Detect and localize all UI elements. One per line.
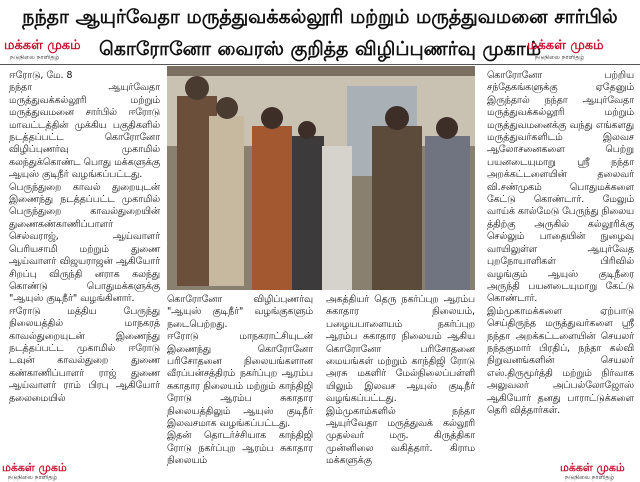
masthead-logo-right: மக்கள் முகம் — [527, 38, 604, 53]
masthead-tagline-left: நடுநிலை நாளிதழ் — [10, 54, 60, 61]
footer-logo-left: மக்கள் முகம் — [2, 461, 67, 474]
paragraph: இம்முகாம்களில் நந்தா ஆயுர்வேதா மருத்துவக் கல்லூரி முதல்வர் மரு. கிருத்திகா முன்னிலை வகித்தார். கிராம மக்களுக்கு — [326, 405, 475, 467]
article-column-middle-2 — [326, 294, 475, 468]
headline-line2: கொரோனோ வைரஸ் குறித்த விழிப்புணர்வு முகாம் — [98, 38, 541, 60]
paragraph: ஈரோடு மாநகராட்சியுடன் இணைந்து கொரோனோ பரிசோதனை நிலையங்களான வீரப்பன்சத்திரம் நகர்ப்புற ஆரம்ப சுகாதார நிலையம் மற்றும் காந்திஜி ரோடு ஆரம்ப சுகாதார நிலையத்திலும் ஆயுஸ் குடிநீர் இலவசமாக வழங்கப்பட்டது. — [167, 331, 313, 430]
paragraph: இதன் தொடர்ச்சியாக காந்திஜி ரோடு நகர்ப்புற ஆரம்ப சுகாதார நிலையம் — [167, 430, 313, 467]
headline-line1: நந்தா ஆயுர்வேதா மருத்துவக்கல்லூரி மற்றும் மருத்துவமனை சார்பில் — [22, 6, 618, 28]
article-column-left — [9, 70, 160, 405]
footer-logo-right: மக்கள் முகம் — [560, 461, 625, 474]
header-rule — [0, 64, 640, 65]
paragraph: கொரோனோ விழிப்புணர்வு "ஆயுஸ் குடிநீர்" வழங்குகளும் நடைபெற்றது. — [167, 294, 313, 330]
footer-tagline-left: நடுநிலை நாளிதழ் — [8, 474, 58, 481]
article-column-middle-1 — [167, 294, 313, 468]
masthead-tagline-right: நடுநிலை நாளிதழ் — [535, 54, 585, 61]
masthead-logo-left: மக்கள் முகம் — [4, 38, 81, 53]
paragraph: அகத்தியர் தெரு நகர்ப்புற ஆரம்ப சுகாதார நிலையம், பழையபாளையம் நகர்ப்புற ஆரம்ப சுகாதார நிலையம் ஆகிய கொரோனோ பரிசோதனை மையங்கள் மற்றும் காந்திஜி ரோடு அரசு மகளிர் மேல்நிலைப்பள்ளி யிலும் இலவச ஆயுஸ் குடிநீர் வழங்கப்பட்டது. — [326, 294, 475, 405]
paragraph: பெருந்துறை காவல் துறையுடன் இணைந்து நடத்தப்பட்ட முகாமில் பெருந்துறை காவல்துறையின் துணைகண்காணிப்பாளர் செல்வராஜ், ஆய்வாளர் பெரியசாமி மற்றும் துணை ஆய்வாளர் விஜயராஜன் ஆகியோர் சிறப்பு விருந்தி னராக கலந்து கொண்டு பொதுமக்களுக்கு "ஆயுஸ் குடிநீர்" வழங்கினார். — [9, 181, 160, 305]
paragraph: நந்தா ஆயுர்வேதா மருத்துவக்கல்லூரி மற்றும் மருத்துவமனை சார்பில் ஈரோடு மாவட்டத்தின் முக்கிய பகுதிகளில் நடத்தப்பட்ட கொரோனோ விழிப்புணர்வு முகாமில் கலந்துக்கொண்ட பொது மக்களுக்கு ஆயுஸ் குடிநீர் வழங்கப்பட்டது. — [9, 82, 160, 181]
article-column-right — [487, 70, 634, 417]
paragraph: ஈரோடு மத்திய பேருந்து நிலையத்தில் மாநகரத் காவல்துறையுடன் இணைந்து நடத்தப்பட்ட முகாமில் ஈரோடு டவுன் காவல்துறை துணை கண்காணிப்பாளர் ராஜ் துணை ஆய்வாளர் ராம் பிரபு ஆகியோர் தலைமையில் — [9, 305, 160, 404]
footer-tagline-right: நடுநிலை நாளிதழ் — [565, 474, 615, 481]
paragraph: இம்முகாமக்களை ஏற்பாடு செய்திருந்த மருத்துவர்களை ஸ்ரீ நந்தா அறக்கட்டளையின் செயலர் நந்தகுமார் பிரதிப், நந்தா கல்வி நிறுவனங்களின் செயலர் எஸ்.திருமூர்த்தி மற்றும் நிர்வாக அலுவலர் அப்பல்லோஜோஸ் ஆகியோர் தனது பாராட்டுக்களை தெரி வித்தார்கள். — [487, 305, 634, 416]
paragraph: கொரோனோ பற்றிய சந்தேகங்களுக்கு ஏதேனும் இருந்தால் நந்தா ஆயுர்வேதா மருத்துவக்கல்லூரி மற்றும் மருத்துவமனைக்கு வந்து எங்களது மருத்துவர்களிடம் இலவச ஆலோசனைகளை பெற்று பயனடையுமாறு ஸ்ரீ நந்தா அறக்கட்டளையின் தலைவர் வி.சண்முகம் பொதுமக்களை கேட்டு கொண்டார். மேலும் வாய்க் கால்மேடு பேருந்து நிலைய த்திற்கு அருகில் கல்லூரிக்கு செல்லும் பாதையின் நுழைவு வாயிலுள்ள ஆயுர்வேத புறநோயாளிகள் பிரிவில் வழங்கும் ஆயுஸ் குடிநீரை அருந்தி பயனடையுமாறு கேட்டு கொண்டார். — [487, 70, 635, 305]
news-photo — [167, 66, 475, 290]
dateline: ஈரோடு, மே. 8 — [9, 70, 73, 81]
